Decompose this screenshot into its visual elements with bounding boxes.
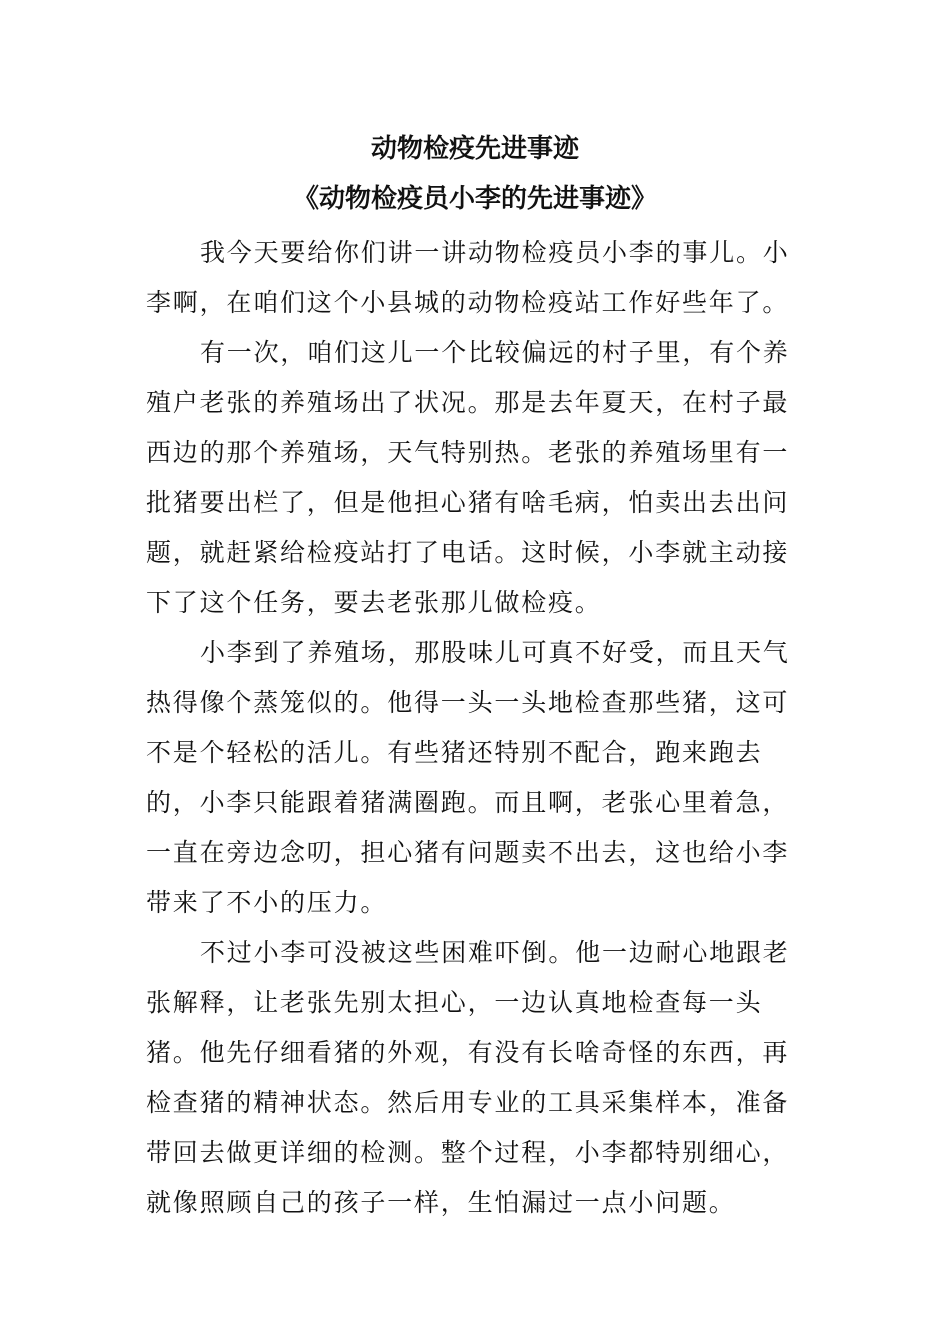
- document-body: [146, 228, 808, 1228]
- paragraph-difficulty: 小李到了养殖场，那股味儿可真不好受，而且天气热得像个蒸笼似的。他得一头一头地检查那些猪，这可不是个轻松的活儿。有些猪还特别不配合，跑来跑去的，小李只能跟着猪满圈跑。而且啊，老张心里着急，一直在旁边念叨，担心猪有问题卖不出去，这也给小李带来了不小的压力。: [146, 638, 790, 917]
- document-subtitle: 《动物检疫员小李的先进事迹》: [292, 184, 657, 214]
- paragraph-incident: 有一次，咱们这儿一个比较偏远的村子里，有个养殖户老张的养殖场出了状况。那是去年夏天，在村子最西边的那个养殖场，天气特别热。老张的养殖场里有一批猪要出栏了，但是他担心猪有啥毛病，怕卖出去出问题，就赶紧给检疫站打了电话。这时候，小李就主动接下了这个任务，要去老张那儿做检疫。: [146, 338, 790, 617]
- paragraph-intro: 我今天要给你们讲一讲动物检疫员小李的事儿。小李啊，在咱们这个小县城的动物检疫站工作好些年了。: [146, 238, 790, 317]
- document-title: 动物检疫先进事迹: [370, 134, 579, 164]
- paragraph-inspection: 不过小李可没被这些困难吓倒。他一边耐心地跟老张解释，让老张先别太担心，一边认真地检查每一头猪。他先仔细看猪的外观，有没有长啥奇怪的东西，再检查猪的精神状态。然后用专业的工具采集样本，准备带回去做更详细的检测。整个过程，小李都特别细心，就像照顾自己的孩子一样，生怕漏过一点小问题。: [146, 938, 790, 1217]
